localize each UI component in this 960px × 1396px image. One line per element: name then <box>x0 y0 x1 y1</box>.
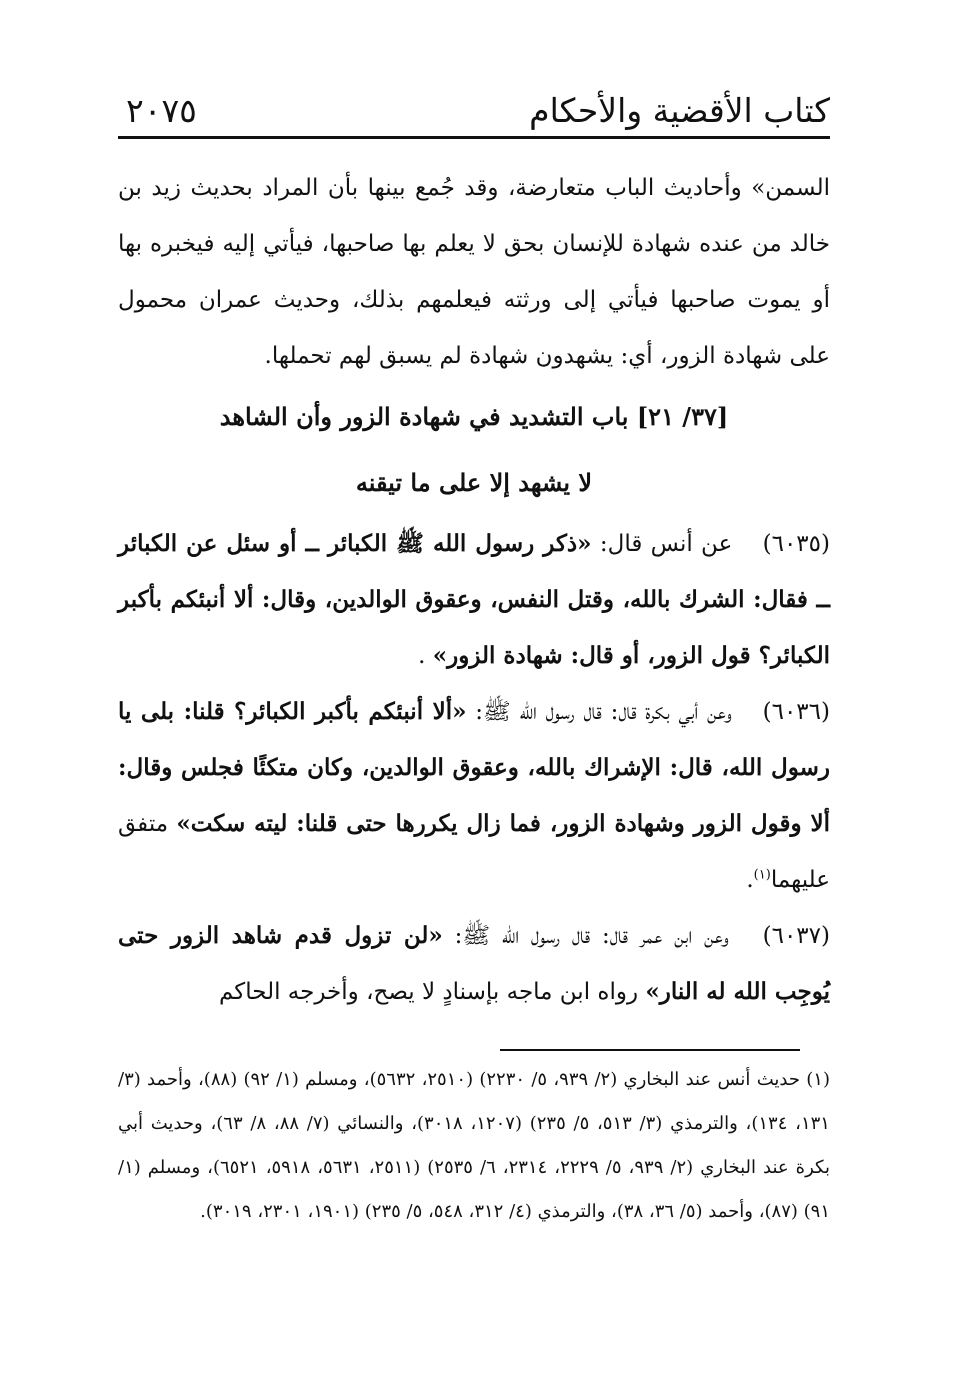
hadith-intro: وعن أبي بكرة قال: قال رسول الله ﷺ: <box>466 699 732 725</box>
hadith-number: (٦٠٣٧) <box>762 923 830 949</box>
running-title: كتاب الأقضية والأحكام <box>529 91 830 130</box>
page-header <box>118 88 830 138</box>
chapter-heading-line-1: [٣٧/ ٢١] باب التشديد في شهادة الزور وأن الشاهد <box>219 402 729 431</box>
intro-paragraph: السمن» وأحاديث الباب متعارضة، وقد جُمع بينها بأن المراد بحديث زيد بن خالد من عنده شهادة للإنسان بحق لا يعلم بها صاحبها، فيأتي إليه فيخبره بها أو يموت صاحبها فيأتي إلى ورثته فيعلمهم بذلك، وحديث عمران محمول على شهادة الزور، أي: يشهدون شهادة لم يسبق لهم تحملها. <box>118 175 830 369</box>
hadith-number: (٦٠٣٦) <box>762 699 830 725</box>
hadith-text: «لن تزول قدم شاهد الزور حتى يُوجِب الله له النار» <box>118 922 830 1005</box>
hadith-text: «ألا أنبئكم بأكبر الكبائر؟ قلنا: بلى يا رسول الله، قال: الإشراك بالله، وعقوق الوالدين، وكان متكئًا فجلس وقال: ألا وقول الزور وشهادة الزور، فما زال يكررها حتى قلنا: ليته سكت» <box>118 698 831 837</box>
chapter-heading-line-2: لا يشهد إلا على ما تيقنه <box>355 468 593 497</box>
hadith-tail: متفق عليهما <box>118 811 830 893</box>
footnote-separator <box>500 1049 800 1051</box>
hadith-intro: عن أنس قال: <box>591 531 733 557</box>
hadith-tail: . <box>418 643 426 669</box>
footnote-1: (١) حديث أنس عند البخاري (٢/ ٩٣٩، ٥/ ٢٢٣٠) (٢٥١٠، ٥٦٣٢)، ومسلم (١/ ٩٢) (٨٨)، وأحمد (٣/ ١٣١، ١٣٤)، والترمذي (٣/ ٥١٣، ٥/ ٢٣٥) (١٢٠٧، ٣٠١٨)، والنسائي (٧/ ٨٨، ٨/ ٦٣)، وحديث أبي بكرة عند البخاري (٢/ ٩٣٩، ٥/ ٢٢٢٩، ٢٣١٤، ٦/ ٢٥٣٥) (٢٥١١، ٥٦٣١، ٥٩١٨، ٦٥٢١)، ومسلم (١/ ٩١) (٨٧)، وأحمد (٥/ ٣٦، ٣٨)، والترمذي (٤/ ٣١٢، ٥٤٨، ٥/ ٢٣٥) (١٩٠١، ٢٣٠١، ٣٠١٩). <box>118 1069 830 1222</box>
hadith-intro: وعن ابن عمر قال: قال رسول الله ﷺ: <box>442 923 729 949</box>
footnote-reference[interactable]: (١) <box>753 867 771 883</box>
hadith-number: (٦٠٣٥) <box>762 531 830 557</box>
hadith-6035 <box>118 516 830 684</box>
hadith-text: «ذكر رسول الله ﷺ الكبائر ــ أو سئل عن الكبائر ــ فقال: الشرك بالله، وقتل النفس، وعقوق الوالدين، وقال: ألا أنبئكم بأكبر الكبائر؟ قول الزور، أو قال: شهادة الزور» <box>118 530 830 669</box>
page-number: ٢٠٧٥ <box>126 91 197 130</box>
header-rule <box>118 136 830 139</box>
hadith-tail: رواه ابن ماجه بإسنادٍ لا يصح، وأخرجه الحاكم <box>218 979 639 1005</box>
main-text <box>118 160 830 1020</box>
hadith-6036: (٦٠٣٦) وعن أبي بكرة قال: قال رسول الله ﷺ: «ألا أنبئكم بأكبر الكبائر؟ قلنا: بلى يا رسول الله، قال: الإشراك بالله، وعقوق الوالدين، وكان متكئًا فجلس وقال: ألا وقول الزور وشهادة الزور، فما زال يكررها حتى قلنا: ليته سكت» متفق عليهما$^{(١)}$. <box>118 698 831 893</box>
hadith-6037 <box>118 908 830 1020</box>
